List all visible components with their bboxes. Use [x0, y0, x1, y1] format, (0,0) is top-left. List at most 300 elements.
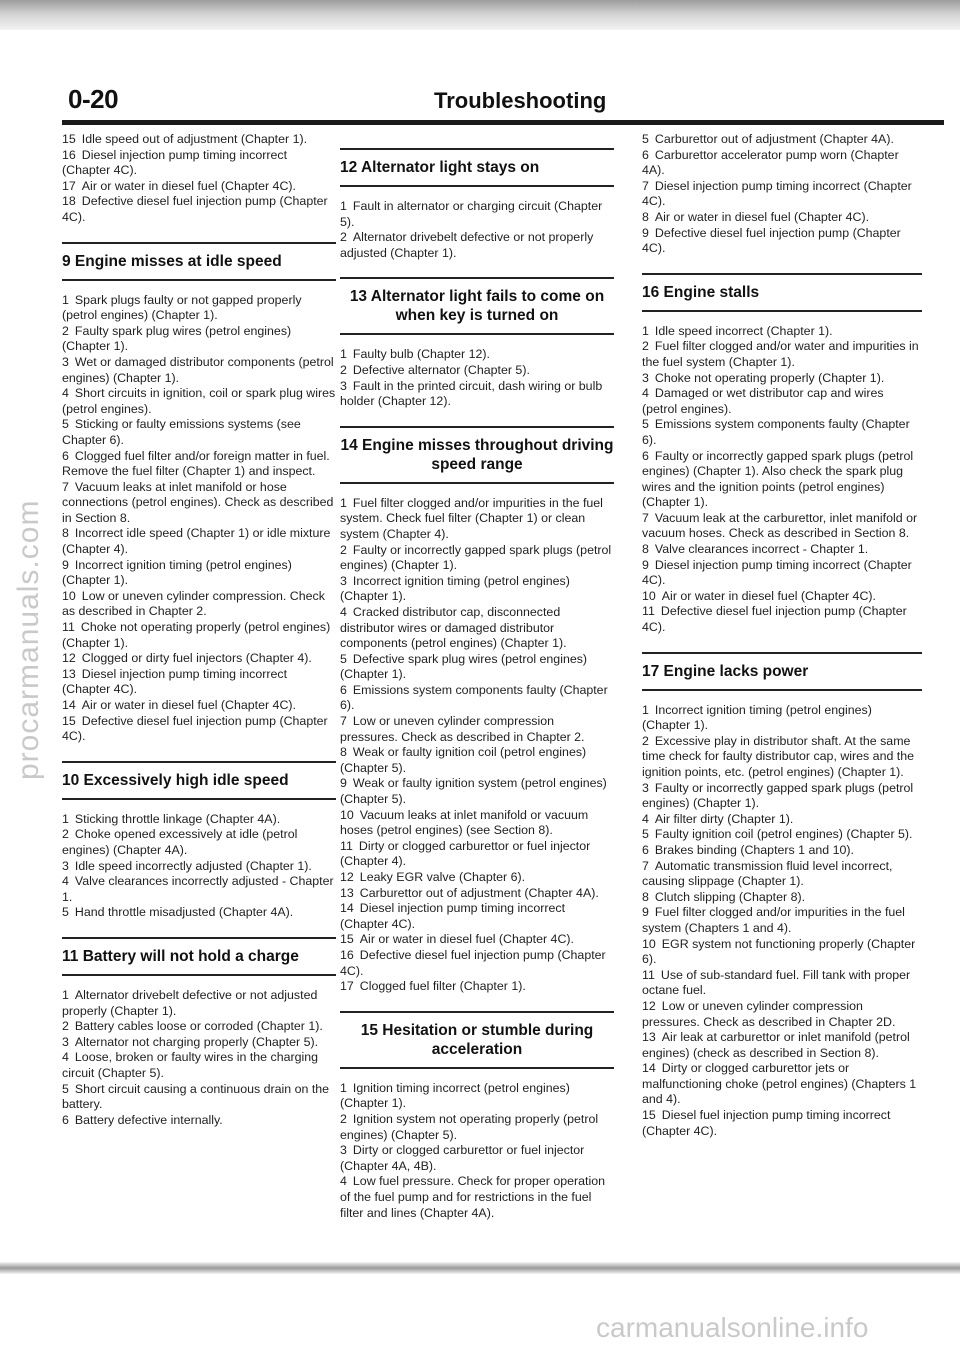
item-text: Diesel injection pump timing incorrect (Chapter 4C). — [340, 901, 566, 931]
item-text: Incorrect idle speed (Chapter 1) or idle mixture (Chapter 4). — [62, 526, 331, 557]
section-heading — [62, 242, 336, 281]
list-item — [642, 890, 922, 906]
list-item — [340, 605, 614, 652]
section-rule-bottom — [642, 310, 922, 312]
item-number: 3 — [340, 1143, 347, 1158]
item-text: Incorrect ignition timing (petrol engines) (Chapter 1). — [62, 557, 292, 588]
item-number: 1 — [642, 702, 649, 717]
item-number: 6 — [340, 682, 347, 697]
item-number: 3 — [62, 354, 69, 369]
list-item — [62, 589, 336, 620]
item-number: 4 — [62, 874, 69, 889]
item-text: Dirty or clogged carburettor jets or malfunctioning choke (petrol engines) (Chapters 1 and 4). — [642, 1061, 917, 1107]
item-text: Air or water in diesel fuel (Chapter 4C). — [359, 932, 574, 947]
item-text: Fuel filter clogged and/or impurities in the fuel system. Check fuel filter (Chapter 1) or clean system (Chapter 4). — [340, 495, 603, 541]
item-text: Faulty or incorrectly gapped spark plugs (petrol engines) (Chapter 1). — [340, 542, 612, 573]
item-number: 7 — [642, 178, 649, 193]
list-item — [62, 988, 336, 1019]
watermark-side: procarmanuals.com — [12, 499, 45, 780]
list-item — [340, 543, 614, 574]
list-item — [340, 839, 614, 870]
section-rule-bottom — [642, 689, 922, 691]
item-number: 2 — [340, 230, 347, 245]
section-rule-bottom — [340, 482, 614, 484]
item-text: Valve clearances incorrectly adjusted - Chapter 1. — [62, 874, 334, 904]
section-rule-bottom — [340, 1067, 614, 1069]
section-heading — [642, 652, 922, 691]
item-text: Alternator not charging properly (Chapter 5). — [74, 1034, 319, 1049]
item-number: 1 — [62, 811, 69, 826]
section-title: 11 Battery will not hold a charge — [62, 947, 299, 965]
item-text: Clogged or dirty fuel injectors (Chapter 4). — [81, 651, 312, 666]
item-number: 5 — [642, 417, 649, 432]
item-text: Choke opened excessively at idle (petrol engines) (Chapter 4A). — [62, 827, 298, 857]
section-rule-top — [62, 761, 336, 763]
item-text: EGR system not functioning properly (Chapter 6). — [642, 936, 916, 967]
list-item — [62, 148, 336, 179]
item-number: 3 — [62, 1034, 69, 1049]
item-number: 4 — [62, 1050, 69, 1065]
item-number: 11 — [340, 838, 353, 853]
section-rule-bottom — [340, 185, 614, 187]
item-number: 2 — [340, 1111, 347, 1126]
item-number: 14 — [642, 1061, 656, 1076]
list-item — [340, 948, 614, 979]
item-number: 6 — [642, 147, 649, 162]
list-item — [340, 230, 614, 261]
item-text: Idle speed incorrectly adjusted (Chapter 1). — [74, 858, 312, 873]
item-text: Dirty or clogged carburettor or fuel injector (Chapter 4A, 4B). — [340, 1143, 585, 1173]
item-number: 15 — [642, 1108, 656, 1123]
item-text: Diesel injection pump timing incorrect (Chapter 4C). — [642, 178, 912, 209]
list-item — [340, 347, 614, 363]
item-text: Diesel injection pump timing incorrect (Chapter 4C). — [62, 147, 288, 178]
list-item — [642, 148, 922, 179]
item-text: Sticking throttle linkage (Chapter 4A). — [74, 811, 281, 826]
item-number: 18 — [62, 194, 76, 209]
item-text: Air or water in diesel fuel (Chapter 4C). — [661, 588, 876, 603]
item-text: Short circuits in ignition, coil or spark plug wires (petrol engines). — [62, 386, 336, 416]
item-text: Idle speed out of adjustment (Chapter 1). — [81, 132, 308, 146]
item-text: Wet or damaged distributor components (petrol engines) (Chapter 1). — [62, 354, 334, 385]
item-text: Incorrect ignition timing (petrol engines) (Chapter 1). — [642, 702, 872, 733]
item-text: Idle speed incorrect (Chapter 1). — [654, 323, 833, 338]
list-item — [62, 1082, 336, 1113]
item-number: 3 — [340, 378, 347, 393]
item-text: Low or uneven cylinder compression pressures. Check as described in Chapter 2. — [340, 714, 585, 744]
item-text: Diesel injection pump timing incorrect (Chapter 4C). — [62, 666, 288, 697]
item-text: Faulty or incorrectly gapped spark plugs (petrol engines) (Chapter 1). Also check the spark plug wires and the ignition points (petrol engines) (Chapter 1). — [642, 448, 914, 510]
item-text: Air leak at carburettor or inlet manifold (petrol engines) (check as described in Section 8). — [642, 1030, 910, 1060]
list-item — [340, 379, 614, 410]
list-item — [62, 651, 336, 667]
item-text: Valve clearances incorrect - Chapter 1. — [654, 542, 869, 557]
watermark-bottom: carmanualsonline.info — [596, 1312, 869, 1343]
item-number: 3 — [62, 858, 69, 873]
list-item — [62, 355, 336, 386]
list-item — [642, 604, 922, 635]
section-heading — [340, 277, 614, 335]
section-title: 13 Alternator light fails to come on when key is turned on — [349, 288, 605, 325]
column-3 — [642, 132, 922, 1139]
list-item — [340, 901, 614, 932]
item-number: 4 — [340, 604, 347, 619]
item-text: Cracked distributor cap, disconnected distributor wires or damaged distributor components (petrol engines) (Chapter 1). — [340, 604, 567, 651]
item-text: Defective spark plug wires (petrol engines) (Chapter 1). — [340, 651, 588, 682]
item-text: Damaged or wet distributor cap and wires (petrol engines). — [642, 386, 884, 416]
list-item — [62, 1019, 336, 1035]
item-text: Defective diesel fuel injection pump (Chapter 4C). — [340, 947, 606, 978]
item-number: 15 — [62, 132, 76, 146]
item-text: Fuel filter clogged and/or water and impurities in the fuel system (Chapter 1). — [642, 339, 919, 369]
item-text: Clutch slipping (Chapter 8). — [654, 889, 806, 904]
section-rule-bottom — [62, 279, 336, 281]
item-number: 8 — [340, 745, 347, 760]
item-number: 4 — [340, 1174, 347, 1189]
item-number: 1 — [340, 199, 347, 213]
list-item — [642, 1061, 922, 1108]
item-number: 10 — [642, 936, 656, 951]
item-number: 6 — [642, 842, 649, 857]
item-number: 7 — [62, 479, 69, 494]
item-text: Air or water in diesel fuel (Chapter 4C). — [654, 209, 870, 224]
item-number: 10 — [340, 807, 354, 822]
list-item — [340, 714, 614, 745]
item-number: 8 — [642, 542, 649, 557]
section-title: 15 Hesitation or stumble during acceleration — [360, 1021, 594, 1058]
list-item — [642, 999, 922, 1030]
scan-edge-bottom — [0, 1262, 960, 1274]
item-text: Carburettor out of adjustment (Chapter 4A). — [359, 885, 599, 900]
list-item — [642, 843, 922, 859]
item-text: Sticking or faulty emissions systems (see Chapter 6). — [62, 417, 301, 447]
item-number: 11 — [642, 967, 655, 982]
section-title: 14 Engine misses throughout driving speed range — [340, 436, 614, 473]
item-number: 11 — [62, 620, 75, 635]
list-item — [62, 179, 336, 195]
item-text: Defective alternator (Chapter 5). — [352, 362, 530, 377]
item-number: 5 — [642, 132, 649, 146]
item-text: Clogged fuel filter and/or foreign matter in fuel. Remove the fuel filter (Chapter 1) and inspect. — [62, 448, 330, 479]
item-number: 1 — [642, 323, 649, 338]
list-item — [642, 132, 922, 148]
item-number: 15 — [340, 932, 354, 947]
section-rule-bottom — [62, 974, 336, 976]
list-item — [62, 905, 336, 921]
item-number: 8 — [642, 209, 649, 224]
item-text: Battery defective internally. — [74, 1112, 223, 1127]
list-item — [642, 558, 922, 589]
item-text: Carburettor out of adjustment (Chapter 4A). — [654, 132, 894, 146]
list-item — [62, 417, 336, 448]
list-item — [642, 210, 922, 226]
list-item — [340, 652, 614, 683]
list-item — [642, 386, 922, 417]
item-number: 7 — [642, 510, 649, 525]
list-item — [62, 386, 336, 417]
item-text: Weak or faulty ignition system (petrol engines) (Chapter 5). — [340, 776, 607, 807]
list-item — [340, 496, 614, 543]
item-text: Ignition system not operating properly (petrol engines) (Chapter 5). — [340, 1111, 599, 1142]
item-text: Short circuit causing a continuous drain on the battery. — [62, 1081, 330, 1112]
item-text: Vacuum leaks at inlet manifold or vacuum hoses (petrol engines) (see Section 8). — [340, 807, 589, 838]
list-item — [62, 324, 336, 355]
list-item — [62, 698, 336, 714]
list-item — [642, 859, 922, 890]
item-text: Diesel injection pump timing incorrect (Chapter 4C). — [642, 557, 912, 588]
list-item — [642, 703, 922, 734]
item-text: Low fuel pressure. Check for proper operation of the fuel pump and for restrictions in the fuel filter and lines (Chapter 4A). — [340, 1174, 605, 1220]
item-number: 4 — [642, 386, 649, 401]
item-text: Fuel filter clogged and/or impurities in the fuel system (Chapters 1 and 4). — [642, 905, 905, 935]
list-item — [62, 1050, 336, 1081]
item-number: 1 — [62, 292, 69, 307]
list-item — [642, 937, 922, 968]
item-text: Weak or faulty ignition coil (petrol engines) (Chapter 5). — [340, 745, 587, 775]
item-number: 9 — [642, 225, 649, 240]
list-item — [642, 417, 922, 448]
item-number: 8 — [642, 889, 649, 904]
item-number: 4 — [62, 386, 69, 401]
item-text: Choke not operating properly (petrol engines) (Chapter 1). — [62, 620, 331, 650]
section-title: 17 Engine lacks power — [642, 662, 809, 680]
item-text: Defective diesel fuel injection pump (Chapter 4C). — [62, 194, 328, 224]
list-item — [340, 776, 614, 807]
column-2 — [340, 132, 614, 1221]
item-text: Faulty ignition coil (petrol engines) (Chapter 5). — [654, 827, 913, 842]
item-number: 9 — [62, 557, 69, 572]
item-number: 16 — [62, 147, 76, 162]
list-item — [340, 363, 614, 379]
item-text: Faulty or incorrectly gapped spark plugs (petrol engines) (Chapter 1). — [642, 780, 914, 811]
list-item — [62, 812, 336, 828]
item-number: 9 — [340, 776, 347, 791]
item-number: 6 — [642, 448, 649, 463]
list-item — [62, 827, 336, 858]
item-number: 17 — [62, 178, 76, 193]
item-text: Diesel fuel injection pump timing incorrect (Chapter 4C). — [642, 1108, 891, 1138]
section-rule-bottom — [62, 798, 336, 800]
page-title: Troubleshooting — [434, 88, 607, 113]
list-item — [62, 132, 336, 148]
item-text: Defective diesel fuel injection pump (Chapter 4C). — [62, 713, 328, 744]
item-number: 2 — [642, 339, 649, 354]
item-text: Loose, broken or faulty wires in the charging circuit (Chapter 5). — [62, 1050, 319, 1080]
section-title: 12 Alternator light stays on — [340, 159, 540, 176]
item-text: Faulty bulb (Chapter 12). — [352, 347, 490, 362]
list-item — [642, 968, 922, 999]
section-rule-bottom — [340, 333, 614, 335]
list-item — [62, 194, 336, 225]
item-text: Choke not operating properly (Chapter 1). — [654, 370, 885, 385]
item-text: Low or uneven cylinder compression pressures. Check as described in Chapter 2D. — [642, 998, 896, 1029]
item-number: 3 — [642, 370, 649, 385]
item-text: Defective diesel fuel injection pump (Chapter 4C). — [642, 225, 901, 256]
list-item — [642, 339, 922, 370]
item-text: Alternator drivebelt defective or not properly adjusted (Chapter 1). — [340, 230, 594, 260]
item-number: 2 — [62, 323, 69, 338]
list-item — [62, 449, 336, 480]
item-number: 9 — [642, 905, 649, 920]
list-item — [642, 511, 922, 542]
list-item — [642, 734, 922, 781]
list-item — [62, 1035, 336, 1051]
item-number: 4 — [642, 811, 649, 826]
list-item — [642, 542, 922, 558]
item-number: 14 — [62, 698, 76, 712]
item-text: Use of sub-standard fuel. Fill tank with proper octane fuel. — [642, 967, 911, 998]
section-rule-top — [340, 1011, 614, 1013]
item-number: 2 — [340, 542, 347, 557]
item-number: 2 — [642, 733, 649, 748]
item-text: Clogged fuel filter (Chapter 1). — [359, 979, 526, 994]
section-rule-top — [340, 148, 614, 150]
item-number: 14 — [340, 901, 354, 916]
item-text: Defective diesel fuel injection pump (Chapter 4C). — [642, 604, 907, 635]
section-title: 10 Excessively high idle speed — [62, 771, 289, 789]
item-number: 5 — [62, 1081, 69, 1096]
list-item — [642, 905, 922, 936]
item-text: Alternator drivebelt defective or not adjusted properly (Chapter 1). — [62, 987, 318, 1018]
item-text: Low or uneven cylinder compression. Check as described in Chapter 2. — [62, 588, 325, 619]
item-text: Air or water in diesel fuel (Chapter 4C). — [81, 698, 296, 712]
section-rule-top — [642, 273, 922, 275]
list-item — [642, 179, 922, 210]
section-heading — [62, 761, 336, 800]
item-number: 15 — [62, 713, 76, 728]
item-text: Spark plugs faulty or not gapped properly (petrol engines) (Chapter 1). — [62, 292, 302, 323]
list-item — [340, 1112, 614, 1143]
list-item — [642, 226, 922, 257]
item-text: Emissions system components faulty (Chapter 6). — [340, 682, 608, 713]
item-text: Air or water in diesel fuel (Chapter 4C). — [81, 178, 296, 193]
list-item — [642, 589, 922, 605]
list-item — [340, 1081, 614, 1112]
item-number: 13 — [340, 885, 354, 900]
list-item — [642, 812, 922, 828]
list-item — [62, 714, 336, 745]
list-item — [642, 1030, 922, 1061]
item-number: 8 — [62, 526, 69, 541]
section-title: 9 Engine misses at idle speed — [62, 252, 282, 270]
item-text: Leaky EGR valve (Chapter 6). — [359, 870, 526, 884]
item-number: 1 — [340, 495, 347, 510]
list-item — [340, 932, 614, 948]
list-item — [642, 324, 922, 340]
item-text: Faulty spark plug wires (petrol engines) (Chapter 1). — [62, 323, 292, 354]
item-number: 10 — [642, 588, 656, 603]
item-text: Vacuum leaks at inlet manifold or hose connections (petrol engines). Check as described in Section 8. — [62, 479, 334, 525]
item-number: 6 — [62, 1112, 69, 1127]
section-heading — [642, 273, 922, 312]
list-item — [340, 1143, 614, 1174]
item-number: 17 — [340, 979, 354, 994]
section-rule-top — [62, 937, 336, 939]
item-number: 3 — [340, 573, 347, 588]
section-rule-top — [340, 426, 614, 428]
list-item — [62, 620, 336, 651]
list-item — [62, 526, 336, 557]
list-item — [340, 683, 614, 714]
list-item — [642, 1108, 922, 1139]
item-number: 11 — [642, 604, 655, 619]
list-item — [642, 449, 922, 511]
list-item — [340, 870, 614, 886]
list-item — [340, 886, 614, 902]
item-number: 3 — [642, 780, 649, 795]
scan-edge-top — [0, 0, 960, 30]
list-item — [340, 574, 614, 605]
section-rule-top — [340, 277, 614, 279]
item-number: 16 — [340, 947, 354, 962]
header-rule — [62, 120, 944, 125]
list-item — [62, 667, 336, 698]
list-item — [62, 558, 336, 589]
page-number: 0-20 — [68, 84, 119, 114]
list-item — [340, 808, 614, 839]
item-text: Fault in the printed circuit, dash wiring or bulb holder (Chapter 12). — [340, 378, 603, 409]
item-number: 1 — [340, 347, 347, 362]
column-1 — [62, 132, 336, 1128]
item-text: Automatic transmission fluid level incorrect, causing slippage (Chapter 1). — [642, 858, 893, 889]
section-heading — [340, 426, 614, 484]
item-number: 1 — [340, 1080, 347, 1095]
item-text: Emissions system components faulty (Chapter 6). — [642, 417, 910, 447]
item-text: Fault in alternator or charging circuit (Chapter 5). — [340, 199, 603, 229]
list-item — [642, 827, 922, 843]
item-number: 5 — [340, 651, 347, 666]
item-text: Air filter dirty (Chapter 1). — [654, 811, 794, 826]
section-heading — [340, 1011, 614, 1069]
list-item — [62, 480, 336, 527]
item-number: 12 — [642, 998, 656, 1013]
item-number: 9 — [642, 557, 649, 572]
list-item — [642, 371, 922, 387]
item-text: Ignition timing incorrect (petrol engines) (Chapter 1). — [340, 1080, 570, 1111]
item-text: Dirty or clogged carburettor or fuel injector (Chapter 4). — [340, 838, 591, 869]
section-rule-top — [642, 652, 922, 654]
list-item — [62, 874, 336, 905]
list-item — [340, 745, 614, 776]
list-item — [62, 1113, 336, 1129]
item-number: 13 — [62, 666, 76, 681]
item-number: 5 — [62, 417, 69, 432]
item-number: 2 — [340, 362, 347, 377]
item-number: 6 — [62, 448, 69, 463]
list-item — [340, 199, 614, 230]
item-text: Carburettor accelerator pump worn (Chapter 4A). — [642, 147, 899, 178]
item-text: Excessive play in distributor shaft. At the same time check for faulty distributor cap, wires and the ignition points, etc. (petrol engines) (Chapter 1). — [642, 733, 915, 779]
item-number: 7 — [642, 858, 649, 873]
item-number: 5 — [62, 905, 69, 920]
section-rule-top — [62, 242, 336, 244]
item-text: Hand throttle misadjusted (Chapter 4A). — [74, 905, 294, 920]
item-text: Incorrect ignition timing (petrol engines) (Chapter 1). — [340, 573, 570, 604]
section-heading — [62, 937, 336, 976]
item-number: 5 — [642, 827, 649, 842]
item-number: 12 — [340, 870, 354, 884]
item-number: 10 — [62, 588, 76, 603]
list-item — [62, 859, 336, 875]
item-text: Battery cables loose or corroded (Chapter 1). — [74, 1019, 323, 1034]
item-number: 2 — [62, 1019, 69, 1034]
list-item — [62, 293, 336, 324]
item-number: 1 — [62, 987, 69, 1002]
list-item — [340, 979, 614, 995]
section-heading — [340, 148, 614, 187]
list-item — [340, 1174, 614, 1221]
item-number: 12 — [62, 651, 76, 666]
